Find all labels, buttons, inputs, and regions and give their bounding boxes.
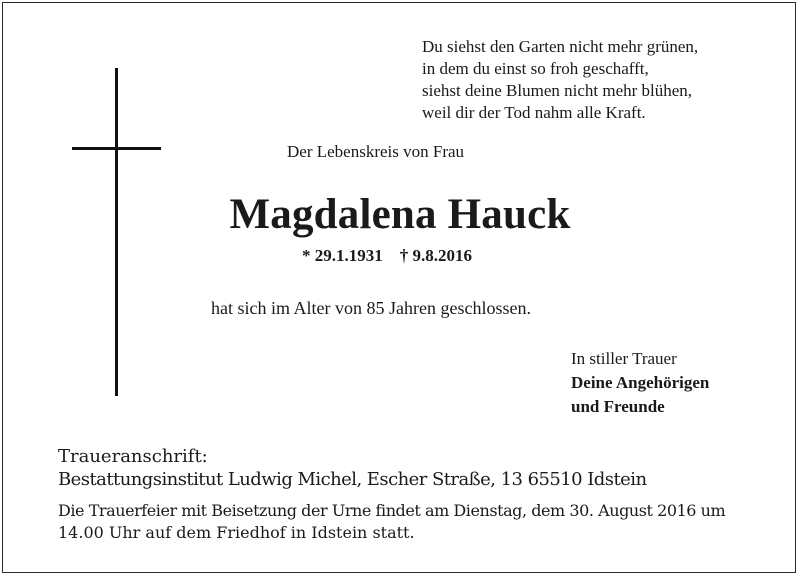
birth-date: * 29.1.1931 xyxy=(302,246,383,265)
ceremony-line: Die Trauerfeier mit Beisetzung der Urne findet am Dienstag, dem 30. August 2016 um xyxy=(58,501,726,520)
poem-line: weil dir der Tod nahm alle Kraft. xyxy=(422,103,646,122)
mourning-phrase: In stiller Trauer xyxy=(571,349,677,368)
age-statement: hat sich im Alter von 85 Jahren geschlossen. xyxy=(211,298,531,318)
poem-line: Du siehst den Garten nicht mehr grünen, xyxy=(422,37,699,56)
ceremony-info xyxy=(58,500,725,544)
address-line: Bestattungsinstitut Ludwig Michel, Escher Straße, 13 65510 Idstein xyxy=(58,469,647,490)
mourners-friends: und Freunde xyxy=(571,397,665,416)
mourners-signature xyxy=(571,347,709,419)
address-label: Traueranschrift: xyxy=(58,446,208,467)
cross-horizontal-bar xyxy=(72,147,161,150)
mourning-address xyxy=(58,445,647,491)
deceased-name: Magdalena Hauck xyxy=(229,191,571,238)
memorial-poem xyxy=(422,36,698,124)
poem-line: in dem du einst so froh geschafft, xyxy=(422,59,649,78)
mourners-relatives: Deine Angehörigen xyxy=(571,373,710,392)
intro-text: Der Lebenskreis von Frau xyxy=(287,142,465,161)
poem-line: siehst deine Blumen nicht mehr blühen, xyxy=(422,81,693,100)
death-date: † 9.8.2016 xyxy=(399,246,472,265)
life-dates xyxy=(302,246,472,266)
ceremony-line: 14.00 Uhr auf dem Friedhof in Idstein statt. xyxy=(58,523,415,542)
